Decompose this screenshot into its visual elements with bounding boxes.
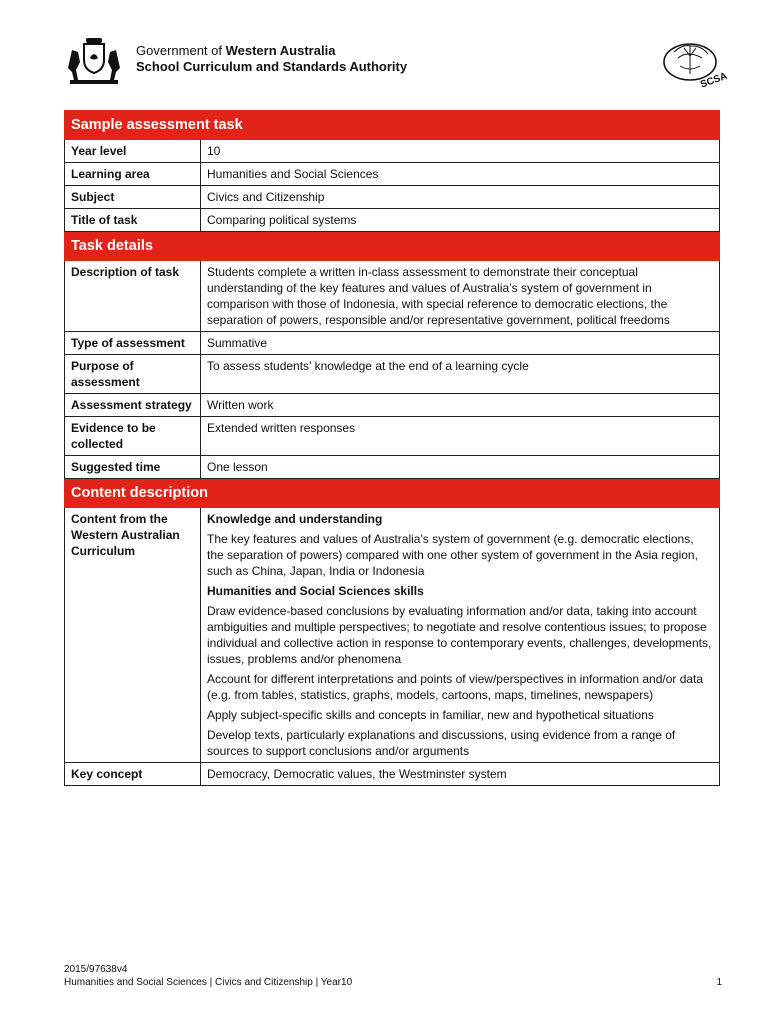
table-row [65,394,720,417]
row-value [201,508,720,763]
row-label: Assessment strategy [65,394,201,417]
row-value: To assess students’ knowledge at the end of a learning cycle [201,355,720,394]
row-label: Key concept [65,763,201,786]
row-label: Description of task [65,261,201,332]
row-label: Subject [65,186,201,209]
content-paragraph: Apply subject-specific skills and concepts in familiar, new and hypothetical situations [207,708,654,722]
row-value: Democracy, Democratic values, the Westminster system [201,763,720,786]
row-value: Students complete a written in-class assessment to demonstrate their conceptual understanding of the key features and values of Australia’s system of government in comparison with those of Indonesia, with special reference to democratic elections, the separation of powers, responsible and/or representative government, political freedoms [201,261,720,332]
content-heading: Humanities and Social Sciences skills [207,584,424,598]
row-label: Learning area [65,163,201,186]
assessment-table [64,110,720,786]
section-header-sample [65,111,720,140]
svg-text:SCSA: SCSA [698,70,729,91]
table-row [65,209,720,232]
table-row [65,261,720,332]
row-value: Content description [65,479,720,508]
section-header-task-details [65,232,720,261]
row-label: Purpose of assessment [65,355,201,394]
row-value: Written work [201,394,720,417]
row-value: One lesson [201,456,720,479]
content-paragraph: Account for different interpretations and points of view/perspectives in information and/or data (e.g. from tables, statistics, graphs, models, cartoons, maps, timelines, newspapers) [207,672,704,702]
table-row [65,417,720,456]
table-row [65,332,720,355]
page-footer [64,963,722,989]
page-header [64,34,729,94]
footer-breadcrumb: Humanities and Social Sciences | Civics and Citizenship | Year10 [64,977,353,988]
row-label: Year level [65,140,201,163]
section-header-content [65,479,720,508]
content-heading: Knowledge and understanding [207,512,383,526]
table-row [65,456,720,479]
row-value: Sample assessment task [65,111,720,140]
table-row [65,763,720,786]
row-label: Evidence to be collected [65,417,201,456]
government-title: Government of Western Australia School Curriculum and Standards Authority [136,43,408,74]
row-value: Comparing political systems [201,209,720,232]
table-row [65,508,720,763]
document-id: 2015/97638v4 [64,964,128,975]
row-value: Task details [65,232,720,261]
page-number: 1 [716,977,722,988]
row-value: Summative [201,332,720,355]
row-value: Civics and Citizenship [201,186,720,209]
table-row [65,186,720,209]
row-value: 10 [201,140,720,163]
content-paragraph: Develop texts, particularly explanations and discussions, using evidence from a range of sources to support conclusions and/or arguments [207,728,676,758]
wa-crest-icon [64,36,124,88]
table-row [65,355,720,394]
row-label: Title of task [65,209,201,232]
scsa-logo-icon [660,38,729,91]
row-label: Suggested time [65,456,201,479]
authority-name: School Curriculum and Standards Authority [136,59,408,74]
table-row [65,140,720,163]
row-label: Content from the Western Australian Curriculum [65,508,201,763]
content-paragraph: The key features and values of Australia's system of government (e.g. democratic elections, the separation of powers) compared with one other system of government in the Asia region, such as China, Japan, India or Indonesia [207,532,698,578]
table-row [65,163,720,186]
row-label: Type of assessment [65,332,201,355]
row-value: Humanities and Social Sciences [201,163,720,186]
row-value: Extended written responses [201,417,720,456]
content-paragraph: Draw evidence-based conclusions by evaluating information and/or data, taking into account ambiguities and multiple perspectives; to negotiate and resolve contentious issues; to propose individual and collective action in response to contemporary events, challenges, developments, issues, problems and/or phenomena [207,604,712,666]
